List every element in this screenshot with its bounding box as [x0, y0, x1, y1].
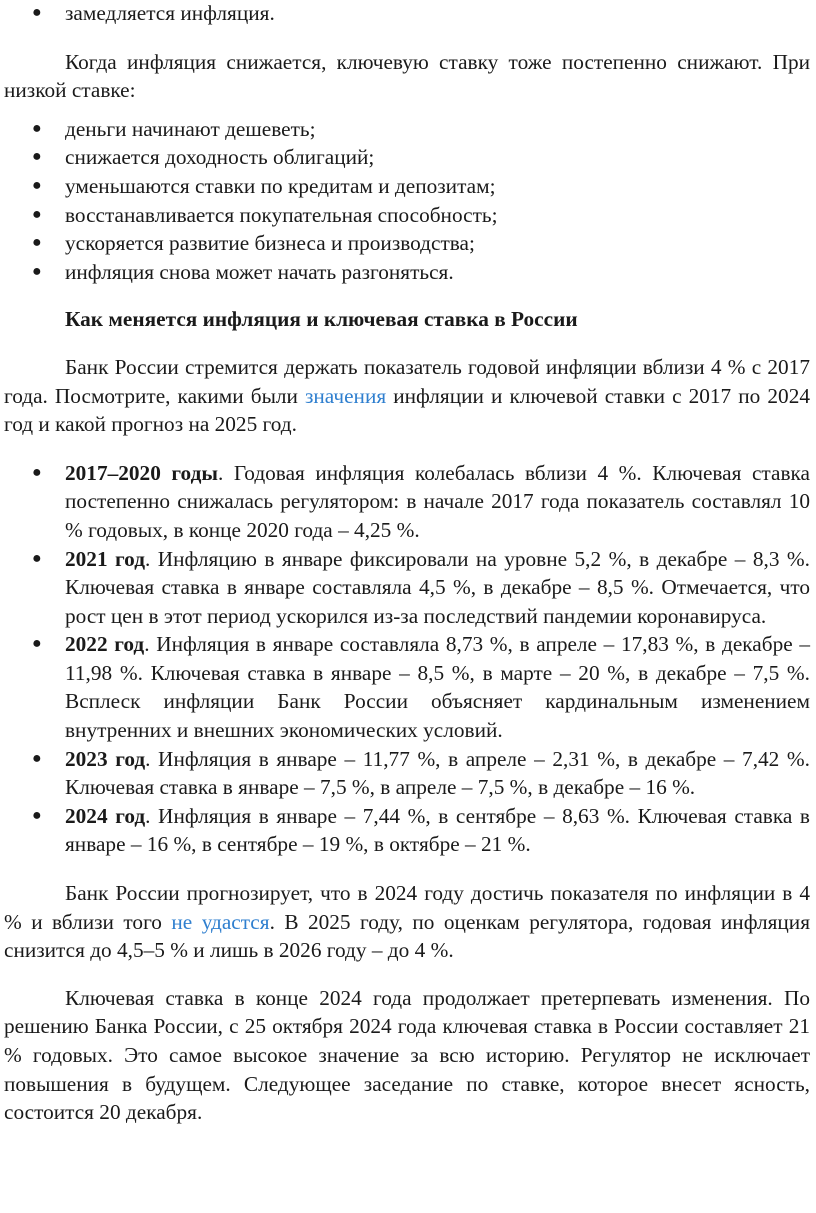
- not-achieved-link[interactable]: не удастся: [171, 909, 270, 934]
- bullet-icon: ●: [32, 262, 42, 280]
- year-text: . Инфляцию в январе фиксировали на уровне 5,2 %, в декабре – 8,3 %. Ключевая ставка в январе составляла 4,5 %, в декабре – 8,5 %. Отмечается, что рост цен в этот период ускорился из-за последствий пандемии коронавируса.: [65, 546, 810, 628]
- bullet-icon: ●: [32, 148, 42, 166]
- list-item-text: инфляция снова может начать разгоняться.: [65, 259, 454, 284]
- intro-text-end: инфляции и ключевой ставки с 2017 по 2024 год и какой прогноз на 2025 год.: [4, 383, 810, 437]
- list-item: [4, 229, 810, 258]
- bullet-icon: ●: [32, 549, 42, 567]
- values-link[interactable]: значения: [304, 383, 387, 408]
- year-text: . Годовая инфляция колебалась вблизи 4 %. Ключевая ставка постепенно снижалась регулятором: в начале 2017 года показатель составлял 10 % годовых, в конце 2020 года – 4,25 %.: [65, 460, 810, 542]
- list-item-text: снижается доходность облигаций;: [65, 145, 375, 170]
- bullet-icon: ●: [32, 463, 42, 481]
- year-label: 2023 год: [65, 746, 146, 771]
- year-label: 2024 год: [65, 803, 146, 828]
- bullet-icon: ●: [32, 176, 42, 194]
- bullet-icon: ●: [32, 635, 42, 653]
- year-label: 2021 год: [65, 546, 145, 571]
- list-item: [4, 258, 810, 287]
- list-item-text: уменьшаются ставки по кредитам и депозитам;: [65, 173, 496, 198]
- list-item-text: ускоряется развитие бизнеса и производства;: [65, 231, 475, 256]
- list-item-text: замедляется инфляция.: [65, 1, 275, 25]
- bullet-icon: ●: [32, 749, 42, 767]
- bullet-icon: ●: [32, 806, 42, 824]
- forecast-text: Банк России прогнозирует, что в 2024 году достичь показателя по инфляции в 4 % и вблизи того: [4, 881, 810, 934]
- list-item: [4, 0, 810, 28]
- list-item-2023: [4, 745, 810, 802]
- years-list: [4, 459, 810, 859]
- year-text: . Инфляция в январе – 7,44 %, в сентябре – 8,63 %. Ключевая ставка в январе – 16 %, в сентябре – 19 %, в октябре – 21 %.: [65, 803, 810, 857]
- paragraph-key-rate: Ключевая ставка в конце 2024 года продолжает претерпевать изменения. По решению Банка России, с 25 октября 2024 года ключевая ставка в России составляет 21 % годовых. Это самое высокое значение за всю историю. Регулятор не исключает повышения в будущем. Следующее заседание по ставке, которое внесет ясность, состоится 20 декабря.: [4, 985, 810, 1125]
- list-item-2024: [4, 802, 810, 859]
- list-item-text: восстанавливается покупательная способность;: [65, 202, 498, 227]
- bullet-icon: ●: [32, 119, 42, 137]
- top-list: [4, 0, 810, 28]
- list-item: [4, 115, 810, 144]
- forecast-text-end: . В 2025 году, по оценкам регулятора, годовая инфляция снизится до 4,5–5 % и лишь в 2026 году – до 4 %.: [4, 909, 810, 963]
- low-rate-list: [4, 115, 810, 287]
- year-label: 2017–2020 годы: [65, 460, 218, 485]
- list-item: [4, 143, 810, 172]
- year-text: . Инфляция в январе составляла 8,73 %, в апреле – 17,83 %, в декабре – 11,98 %. Ключевая ставка в январе – 8,5 %, в марте – 20 %, в декабре – 7,5 %. Всплеск инфляции Банк России объясняет кардинальным изменением внутренних и внешних экономических условий.: [65, 632, 811, 743]
- paragraph-intro: [4, 353, 810, 439]
- intro-text: Банк России стремится держать показатель годовой инфляции вблизи 4 % с 2017 года. Посмотрите, какими были: [4, 354, 810, 408]
- list-item: [4, 172, 810, 201]
- list-item-2022: [4, 630, 810, 744]
- paragraph-low-rate: Когда инфляция снижается, ключевую ставку тоже постепенно снижают. При низкой ставке:: [4, 49, 810, 103]
- list-item-text: деньги начинают дешеветь;: [65, 116, 316, 141]
- list-item: [4, 201, 810, 230]
- bullet-icon: ●: [32, 4, 42, 21]
- list-item-2021: [4, 545, 810, 631]
- paragraph-forecast: [4, 879, 810, 965]
- bullet-icon: ●: [32, 234, 42, 252]
- year-text: . Инфляция в январе – 11,77 %, в апреле – 2,31 %, в декабре – 7,42 %. Ключевая ставка в январе – 7,5 %, в апреле – 7,5 %, в декабре – 16 %.: [65, 746, 810, 800]
- bullet-icon: ●: [32, 205, 42, 223]
- list-item-2017-2020: [4, 459, 810, 545]
- year-label: 2022 год: [65, 632, 145, 657]
- section-heading: Как меняется инфляция и ключевая ставка в России: [65, 307, 578, 332]
